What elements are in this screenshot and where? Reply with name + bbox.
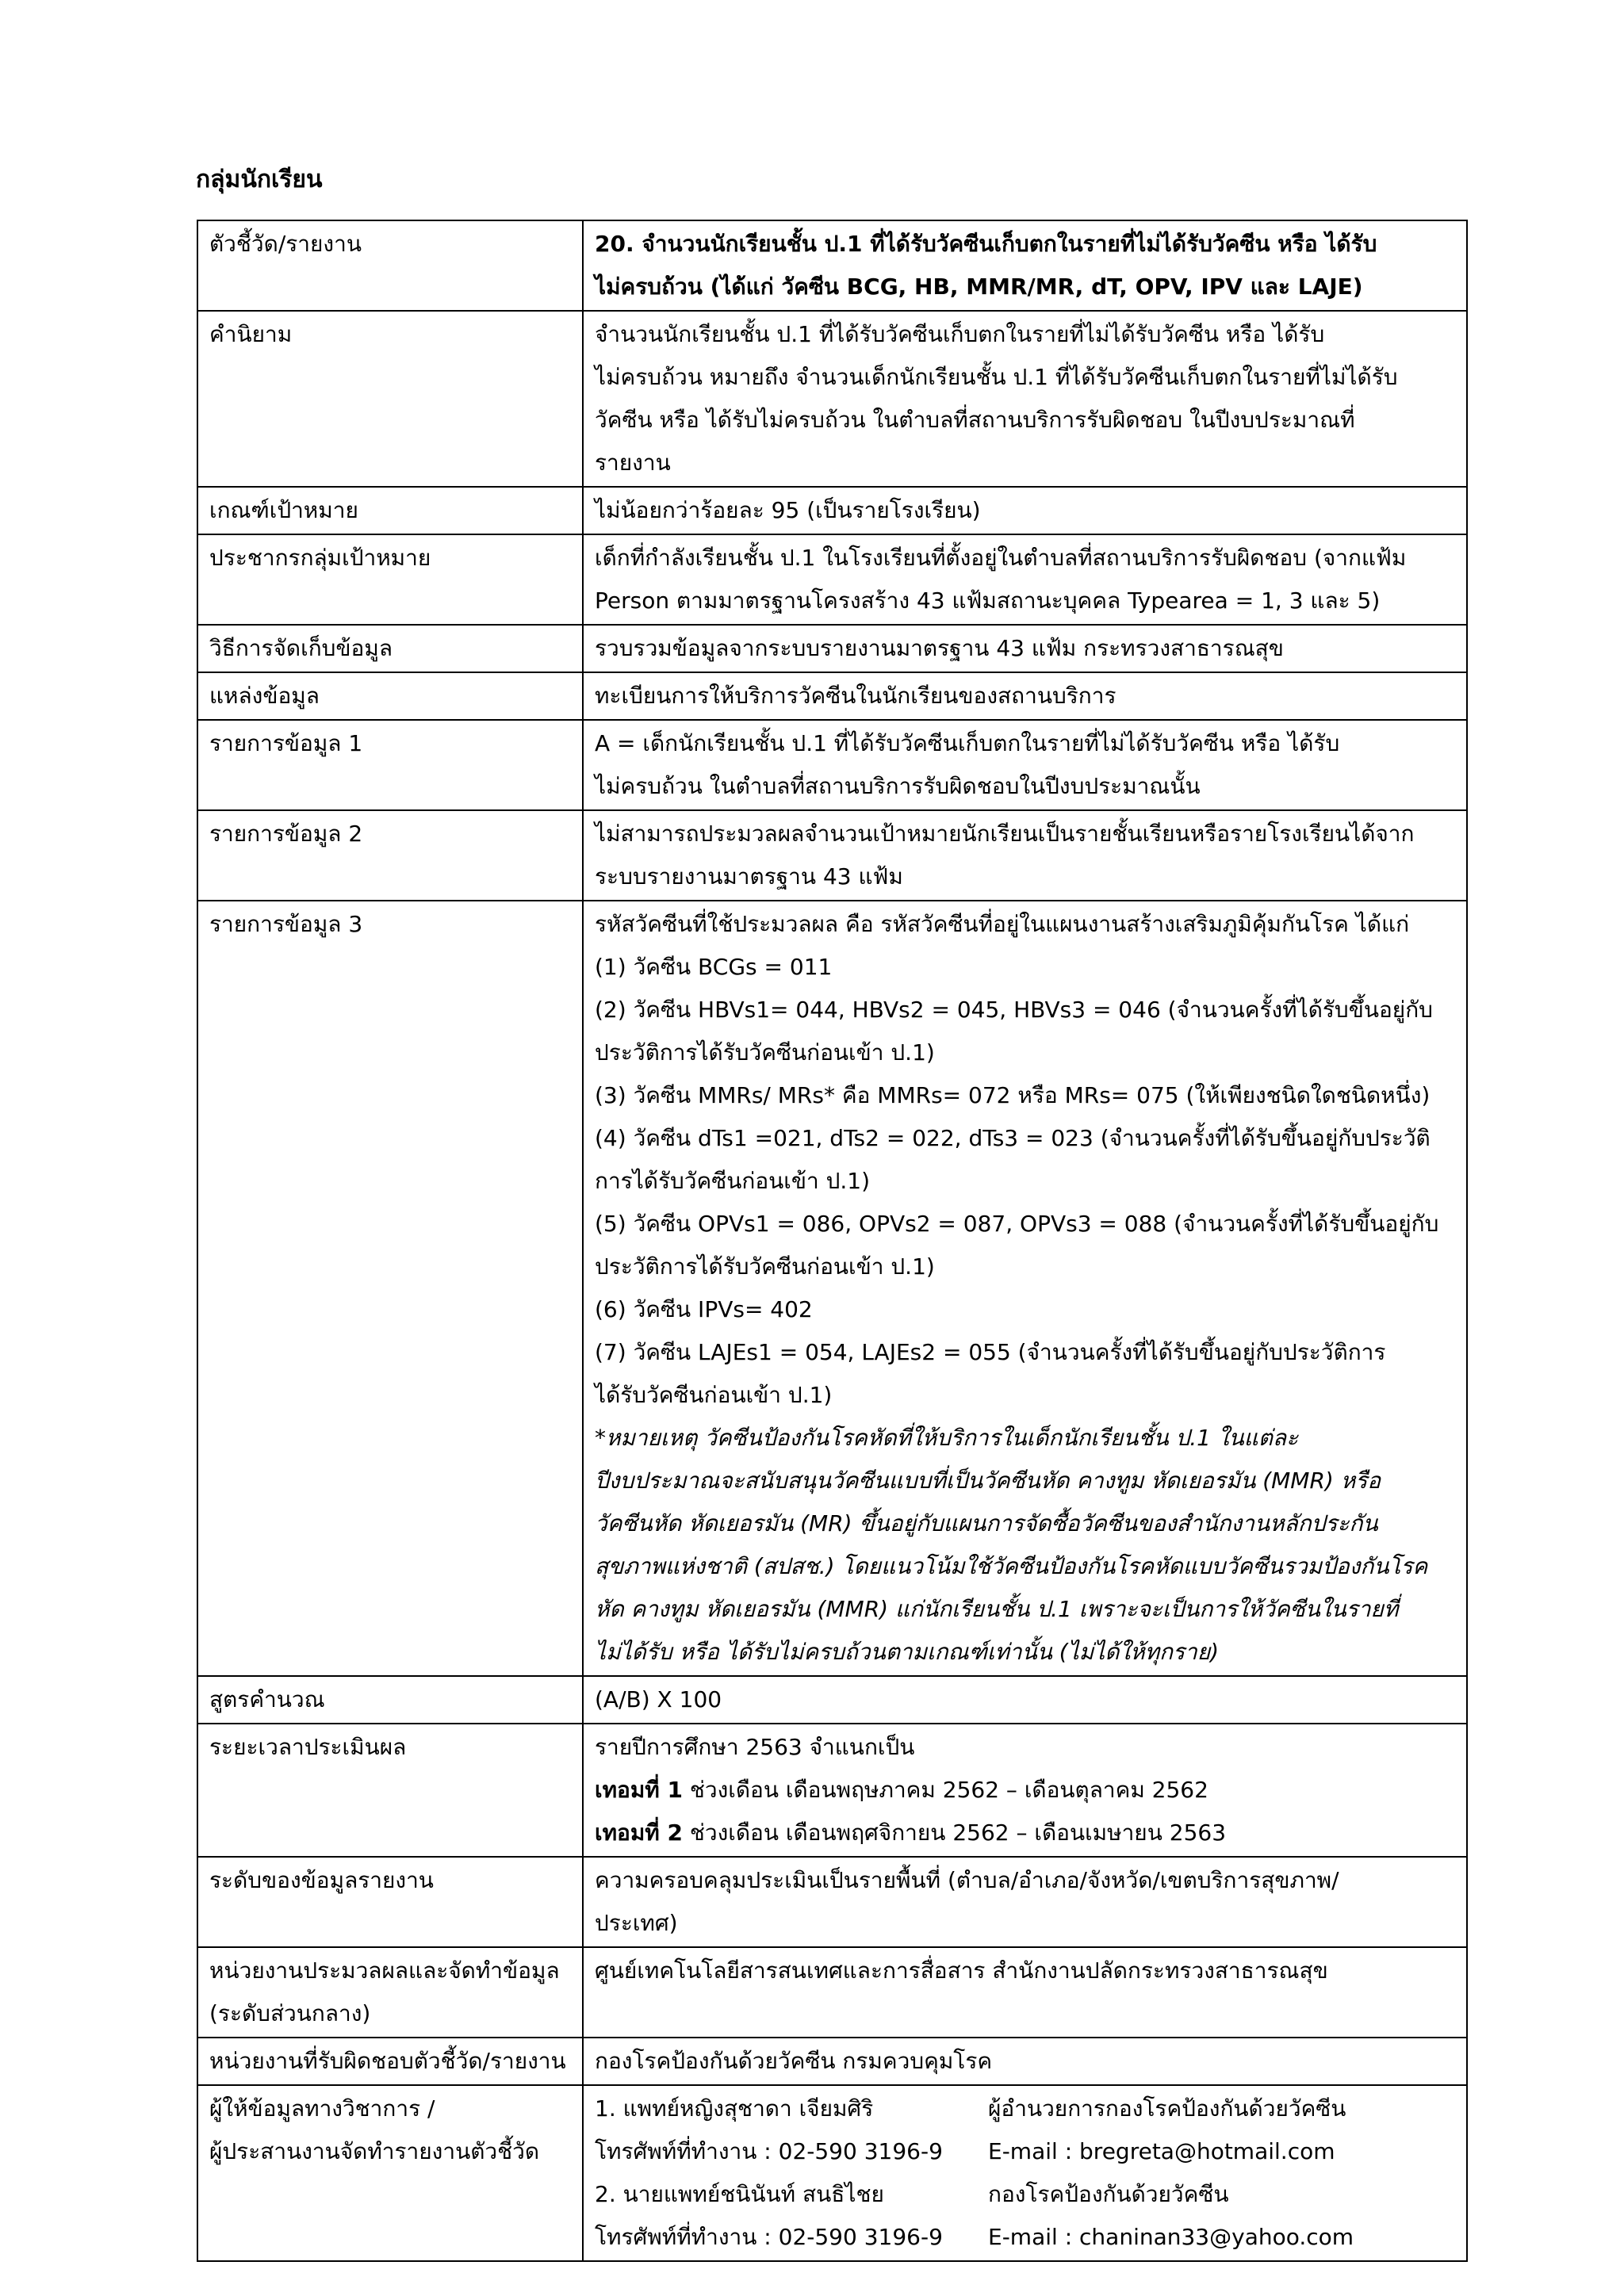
definition-text: จำนวนนักเรียนชั้น ป.1 ที่ได้รับวัคซีนเก็บตกในรายที่ไม่ได้รับวัคซีน หรือ ได้รับ ไม่ครบถ้วน หมายถึง จำนวนเด็กนักเรียนชั้น ป.1 ที่ได้รับวัคซีนเก็บตกในรายที่ไม่ได้รับ วัคซีน หรือ ได้รับไม่ครบถ้วน ในตำบลที่สถานบริการรับผิดชอบ ในปีงบประมาณที่ รายงาน	[583, 311, 1467, 487]
table-row	[197, 220, 1467, 311]
remark-line: *หมายเหตุ วัคซีนป้องกันโรคหัดที่ให้บริการในเด็กนักเรียนชั้น ป.1 ในแต่ละ	[595, 1425, 1299, 1451]
table-row	[197, 672, 1467, 720]
table-row	[197, 1676, 1467, 1724]
table-row	[197, 2038, 1467, 2085]
row-label-processing-unit: หน่วยงานประมวลผลและจัดทำข้อมูล (ระดับส่วนกลาง)	[197, 1947, 583, 2038]
table-row	[197, 1724, 1467, 1857]
email-text: E-mail : chaninan33@yahoo.com	[988, 2224, 1354, 2250]
remark-line: ไม่ได้รับ หรือ ได้รับไม่ครบถ้วนตามเกณฑ์เท่านั้น (ไม่ได้ให้ทุกราย)	[595, 1639, 1220, 1665]
term-2: เทอมที่ 2 ช่วงเดือน เดือนพฤศจิกายน 2562 – เดือนเมษายน 2563	[595, 1820, 1227, 1846]
row-label-item1: รายการข้อมูล 1	[197, 720, 583, 810]
contact-row: 2. นายแพทย์ชนินันท์ สนธิไชย กองโรคป้องกันด้วยวัคซีน	[595, 2181, 1229, 2207]
item1-text: A = เด็กนักเรียนชั้น ป.1 ที่ได้รับวัคซีนเก็บตกในรายที่ไม่ได้รับวัคซีน หรือ ได้รับ ไม่ครบถ้วน ในตำบลที่สถานบริการรับผิดชอบในปีงบประมาณนั้น	[583, 720, 1467, 810]
term-1: เทอมที่ 1 ช่วงเดือน เดือนพฤษภาคม 2562 – เดือนตุลาคม 2562	[595, 1777, 1208, 1803]
item2-text: ไม่สามารถประมวลผลจำนวนเป้าหมายนักเรียนเป็นรายชั้นเรียนหรือรายโรงเรียนได้จาก ระบบรายงานมาตรฐาน 43 แฟ้ม	[583, 810, 1467, 901]
collection-text: รวบรวมข้อมูลจากระบบรายงานมาตรฐาน 43 แฟ้ม กระทรวงสาธารณสุข	[583, 625, 1467, 672]
processing-unit-text: ศูนย์เทคโนโลยีสารสนเทศและการสื่อสาร สำนักงานปลัดกระทรวงสาธารณสุข	[583, 1947, 1467, 2038]
indicator-title: 20. จำนวนนักเรียนชั้น ป.1 ที่ได้รับวัคซีนเก็บตกในรายที่ไม่ได้รับวัคซีน หรือ ได้รับ ไม่ครบถ้วน (ได้แก่ วัคซีน BCG, HB, MMR/MR, dT, OPV, IPV และ LAJE)	[583, 220, 1467, 311]
row-label-responsible-unit: หน่วยงานที่รับผิดชอบตัวชี้วัด/รายงาน	[197, 2038, 583, 2085]
remark-line: หัด คางทูม หัดเยอรมัน (MMR) แก่นักเรียนชั้น ป.1 เพราะจะเป็นการให้วัคซีนในรายที่	[595, 1596, 1399, 1622]
row-label-collection: วิธีการจัดเก็บข้อมูล	[197, 625, 583, 672]
row-label-definition: คำนิยาม	[197, 311, 583, 487]
row-label-item3: รายการข้อมูล 3	[197, 901, 583, 1676]
remark-line: สุขภาพแห่งชาติ (สปสช.) โดยแนวโน้มใช้วัคซีนป้องกันโรคหัดแบบวัคซีนรวมป้องกันโรค	[595, 1553, 1428, 1579]
row-label-level: ระดับของข้อมูลรายงาน	[197, 1857, 583, 1947]
contact-row: โทรศัพท์ที่ทำงาน : 02-590 3196-9 E-mail : bregreta@hotmail.com	[595, 2130, 1455, 2173]
row-label-item2: รายการข้อมูล 2	[197, 810, 583, 901]
population-text: เด็กที่กำลังเรียนชั้น ป.1 ในโรงเรียนที่ตั้งอยู่ในตำบลที่สถานบริการรับผิดชอบ (จากแฟ้ม Person ตามมาตรฐานโครงสร้าง 43 แฟ้มสถานะบุคคล Typearea = 1, 3 และ 5)	[583, 534, 1467, 625]
period-text: รายปีการศึกษา 2563 จำแนกเป็น เทอมที่ 1 ช่วงเดือน เดือนพฤษภาคม 2562 – เดือนตุลาคม 2562 เทอมที่ 2 ช่วงเดือน เดือนพฤศจิกายน 2562 – เดือนเมษายน 2563	[583, 1724, 1467, 1857]
row-label-period: ระยะเวลาประเมินผล	[197, 1724, 583, 1857]
level-text: ความครอบคลุมประเมินเป็นรายพื้นที่ (ตำบล/อำเภอ/จังหวัด/เขตบริการสุขภาพ/ ประเทศ)	[583, 1857, 1467, 1947]
remark-line: วัคซีนหัด หัดเยอรมัน (MR) ขึ้นอยู่กับแผนการจัดซื้อวัคซีนของสำนักงานหลักประกัน	[595, 1510, 1378, 1536]
source-text: ทะเบียนการให้บริการวัคซีนในนักเรียนของสถานบริการ	[583, 672, 1467, 720]
contact-row: 1. แพทย์หญิงสุชาดา เจียมศิริ ผู้อำนวยการกองโรคป้องกันด้วยวัคซีน	[595, 2095, 1346, 2122]
table-row	[197, 487, 1467, 534]
remark-line: ปีงบประมาณจะสนับสนุนวัคซีนแบบที่เป็นวัคซีนหัด คางทูม หัดเยอรมัน (MMR) หรือ	[595, 1468, 1381, 1494]
table-row	[197, 1947, 1467, 2038]
row-label-source: แหล่งข้อมูล	[197, 672, 583, 720]
formula-text: (A/B) X 100	[583, 1676, 1467, 1724]
table-row	[197, 625, 1467, 672]
table-row	[197, 720, 1467, 810]
row-label-contacts: ผู้ให้ข้อมูลทางวิชาการ / ผู้ประสานงานจัดทำรายงานตัวชี้วัด	[197, 2085, 583, 2261]
table-row	[197, 810, 1467, 901]
indicator-spec-table	[197, 220, 1468, 2262]
table-row	[197, 2085, 1467, 2261]
contact-row: โทรศัพท์ที่ทำงาน : 02-590 3196-9 E-mail : chaninan33@yahoo.com	[595, 2216, 1455, 2259]
table-row	[197, 901, 1467, 1676]
target-text: ไม่น้อยกว่าร้อยละ 95 (เป็นรายโรงเรียน)	[583, 487, 1467, 534]
row-label-population: ประชากรกลุ่มเป้าหมาย	[197, 534, 583, 625]
contacts-cell	[583, 2085, 1467, 2261]
table-row	[197, 1857, 1467, 1947]
responsible-unit-text: กองโรคป้องกันด้วยวัคซีน กรมควบคุมโรค	[583, 2038, 1467, 2085]
email-text: E-mail : bregreta@hotmail.com	[988, 2138, 1335, 2164]
row-label-formula: สูตรคำนวณ	[197, 1676, 583, 1724]
item3-text: รหัสวัคซีนที่ใช้ประมวลผล คือ รหัสวัคซีนที่อยู่ในแผนงานสร้างเสริมภูมิคุ้มกันโรค ได้แก่ (1) วัคซีน BCGs = 011 (2) วัคซีน HBVs1= 044, HBVs2 = 045, HBVs3 = 046 (จำนวนครั้งที่ได้รับขึ้นอยู่กับ ประวัติการได้รับวัคซีนก่อนเข้า ป.1) (3) วัคซีน MMRs/ MRs* คือ MMRs= 072 หรือ MRs= 075 (ให้เพียงชนิดใดชนิดหนึ่ง) (4) วัคซีน dTs1 =021, dTs2 = 022, dTs3 = 023 (จำนวนครั้งที่ได้รับขึ้นอยู่กับประวัติ การได้รับวัคซีนก่อนเข้า ป.1) (5) วัคซีน OPVs1 = 086, OPVs2 = 087, OPVs3 = 088 (จำนวนครั้งที่ได้รับขึ้นอยู่กับ ประวัติการได้รับวัคซีนก่อนเข้า ป.1) (6) วัคซีน IPVs= 402 (7) วัคซีน LAJEs1 = 054, LAJEs2 = 055 (จำนวนครั้งที่ได้รับขึ้นอยู่กับประวัติการ ได้รับวัคซีนก่อนเข้า ป.1) *หมายเหตุ วัคซีนป้องกันโรคหัดที่ให้บริการในเด็กนักเรียนชั้น ป.1 ในแต่ละ ปีงบประมาณจะสนับสนุนวัคซีนแบบที่เป็นวัคซีนหัด คางทูม หัดเยอรมัน (MMR) หรือ วัคซีนหัด หัดเยอรมัน (MR) ขึ้นอยู่กับแผนการจัดซื้อวัคซีนของสำนักงานหลักประกัน สุขภาพแห่งชาติ (สปสช.) โดยแนวโน้มใช้วัคซีนป้องกันโรคหัดแบบวัคซีนรวมป้องกันโรค หัด คางทูม หัดเยอรมัน (MMR) แก่นักเรียนชั้น ป.1 เพราะจะเป็นการให้วัคซีนในรายที่ ไม่ได้รับ หรือ ได้รับไม่ครบถ้วนตามเกณฑ์เท่านั้น (ไม่ได้ให้ทุกราย)	[583, 901, 1467, 1676]
section-heading: กลุ่มนักเรียน	[196, 166, 323, 193]
table-row	[197, 311, 1467, 487]
row-label-target: เกณฑ์เป้าหมาย	[197, 487, 583, 534]
table-row	[197, 534, 1467, 625]
row-label-indicator: ตัวชี้วัด/รายงาน	[197, 220, 583, 311]
